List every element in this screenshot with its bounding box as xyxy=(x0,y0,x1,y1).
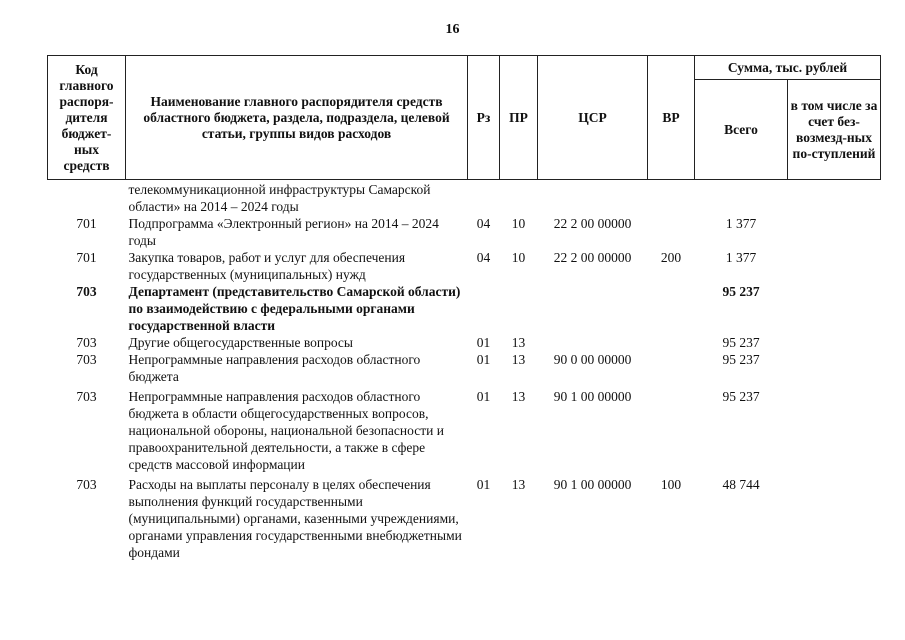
cell-vr: 100 xyxy=(660,477,682,492)
cell-code: 703 xyxy=(76,284,97,299)
cell-name: телекоммуникационной инфраструктуры Самарской области» на 2014 – 2024 годы xyxy=(128,182,431,214)
cell-pr: 13 xyxy=(511,335,526,350)
cell-code: 701 xyxy=(76,216,97,231)
cell-pr: 13 xyxy=(511,477,526,492)
header-vr: ВР xyxy=(648,56,695,180)
cell-csr xyxy=(538,283,648,334)
cell-pr: 10 xyxy=(511,250,526,265)
table-row xyxy=(48,385,881,473)
header-csr: ЦСР xyxy=(538,56,648,180)
cell-name: Закупка товаров, работ и услуг для обеспечения государственных (муниципальных) нужд xyxy=(128,250,406,282)
cell-incl xyxy=(788,334,881,351)
table-row xyxy=(48,283,881,334)
cell-code: 703 xyxy=(76,352,97,367)
cell-rz: 04 xyxy=(476,216,491,231)
cell-csr: 90 1 00 00000 xyxy=(553,477,632,492)
header-sum-group: Сумма, тыс. рублей xyxy=(695,56,881,80)
page-number: 16 xyxy=(445,22,460,37)
cell-total: 1 377 xyxy=(725,250,757,265)
table-row xyxy=(48,249,881,283)
cell-incl xyxy=(788,385,881,473)
cell-incl xyxy=(788,283,881,334)
cell-total: 1 377 xyxy=(725,216,757,231)
cell-name: Расходы на выплаты персоналу в целях обеспечения выполнения функций государственными (муниципальными) органами, казенными учреждениями, органами управления государственными внебюджетными фондами xyxy=(128,477,462,560)
cell-name: Непрограммные направления расходов областного бюджета в области общегосударственных вопросов, национальной обороны, национальной безопасности и правоохранительной деятельности, а также в сфере средств массовой информации xyxy=(128,389,444,472)
cell-rz xyxy=(468,283,500,334)
budget-table xyxy=(47,55,881,561)
header-total: Всего xyxy=(695,80,788,180)
cell-incl xyxy=(788,473,881,561)
cell-incl xyxy=(788,351,881,385)
cell-vr xyxy=(648,334,695,351)
cell-pr: 10 xyxy=(511,216,526,231)
cell-total: 95 237 xyxy=(722,335,760,350)
header-pr: ПР xyxy=(500,56,538,180)
cell-code: 703 xyxy=(76,335,97,350)
table-row xyxy=(48,180,881,216)
cell-csr xyxy=(538,334,648,351)
cell-incl xyxy=(788,180,881,216)
cell-rz: 01 xyxy=(476,477,491,492)
cell-total xyxy=(695,180,788,216)
header-rz: Рз xyxy=(468,56,500,180)
cell-incl xyxy=(788,215,881,249)
cell-csr: 90 0 00 00000 xyxy=(553,352,632,367)
cell-incl xyxy=(788,249,881,283)
cell-csr: 90 1 00 00000 xyxy=(553,389,632,404)
cell-total: 95 237 xyxy=(722,389,760,404)
table-row xyxy=(48,215,881,249)
cell-code: 703 xyxy=(76,389,97,404)
header-code: Код главного распоря-дителя бюджет-ных средств xyxy=(48,56,126,180)
cell-csr: 22 2 00 00000 xyxy=(553,250,632,265)
cell-pr: 13 xyxy=(511,352,526,367)
cell-name: Другие общегосударственные вопросы xyxy=(128,335,353,350)
cell-name: Департамент (представительство Самарской области) по взаимодействию с федеральными органами государственной власти xyxy=(128,284,461,333)
cell-vr: 200 xyxy=(660,250,682,265)
cell-total: 48 744 xyxy=(722,477,760,492)
cell-code xyxy=(48,180,126,216)
table-row xyxy=(48,334,881,351)
cell-total: 95 237 xyxy=(722,352,760,367)
cell-pr xyxy=(500,283,538,334)
header-name: Наименование главного распорядителя средств областного бюджета, раздела, подраздела, целевой статьи, группы видов расходов xyxy=(126,56,468,180)
cell-csr xyxy=(538,180,648,216)
cell-rz: 01 xyxy=(476,335,491,350)
cell-vr xyxy=(648,180,695,216)
cell-code: 703 xyxy=(76,477,97,492)
cell-rz: 01 xyxy=(476,389,491,404)
cell-pr: 13 xyxy=(511,389,526,404)
cell-code: 701 xyxy=(76,250,97,265)
header-incl: в том числе за счет без-возмезд-ных по-ступлений xyxy=(788,80,881,180)
table-body xyxy=(48,180,881,562)
cell-rz xyxy=(468,180,500,216)
cell-rz: 04 xyxy=(476,250,491,265)
cell-vr xyxy=(648,385,695,473)
cell-pr xyxy=(500,180,538,216)
cell-csr: 22 2 00 00000 xyxy=(553,216,632,231)
cell-vr xyxy=(648,351,695,385)
table-row xyxy=(48,351,881,385)
table-row xyxy=(48,473,881,561)
cell-rz: 01 xyxy=(476,352,491,367)
cell-name: Подпрограмма «Электронный регион» на 2014 – 2024 годы xyxy=(128,216,439,248)
cell-name: Непрограммные направления расходов областного бюджета xyxy=(128,352,421,384)
cell-vr xyxy=(648,283,695,334)
cell-total: 95 237 xyxy=(722,284,760,299)
cell-vr xyxy=(648,215,695,249)
